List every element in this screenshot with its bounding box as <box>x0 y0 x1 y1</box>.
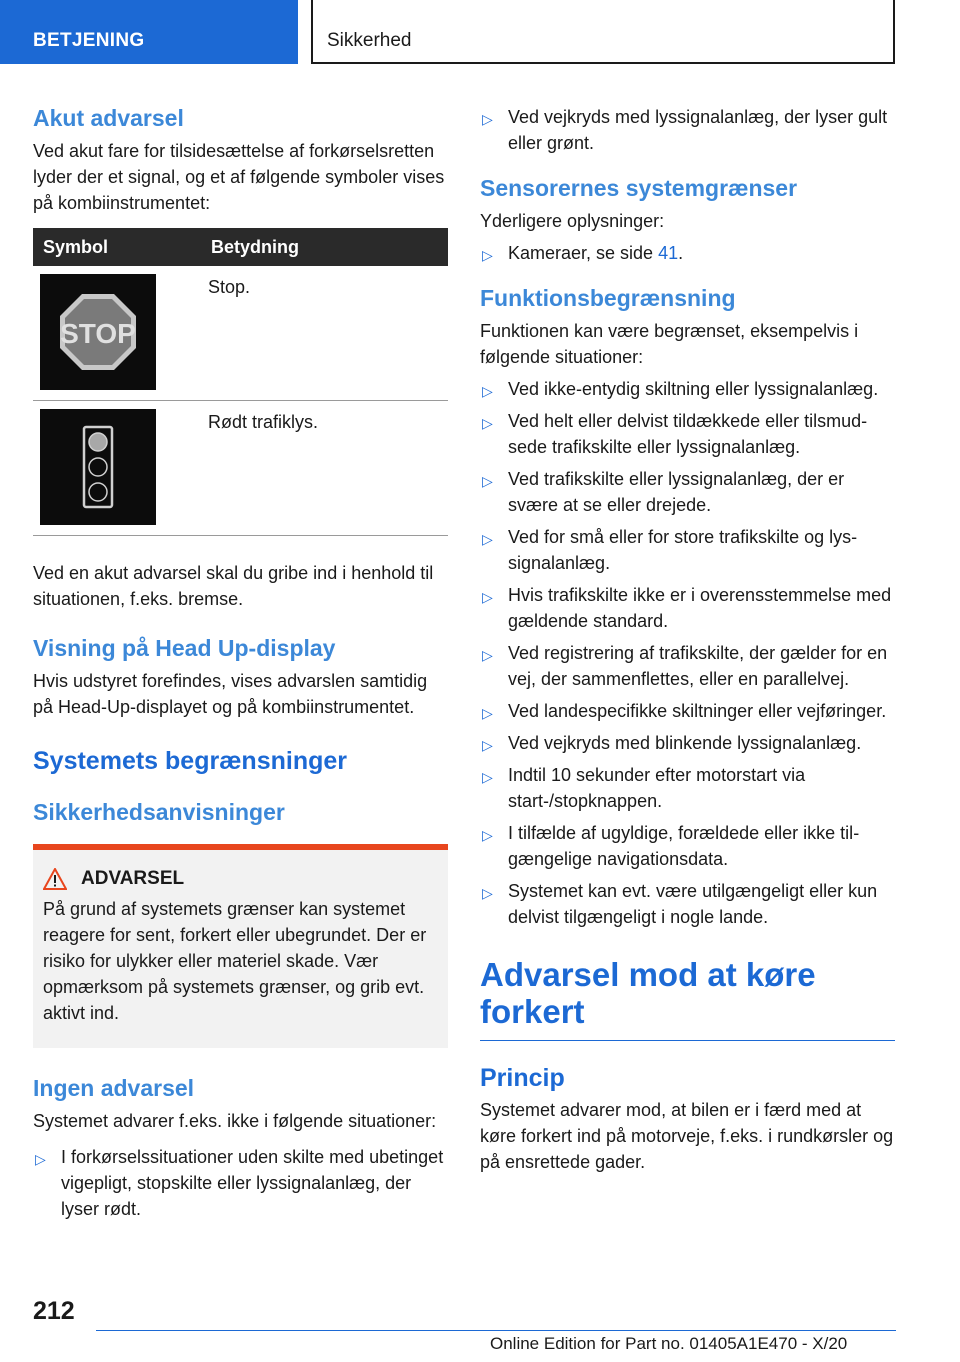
meaning-cell: Stop. <box>201 266 448 401</box>
section-rule <box>480 1040 895 1041</box>
triangle-bullet-icon: ▷ <box>482 827 493 843</box>
triangle-bullet-icon: ▷ <box>482 705 493 721</box>
list-item: ▷ Ved ikke-entydig skiltning eller lyssignalanlæg. <box>480 376 895 402</box>
triangle-bullet-icon: ▷ <box>482 737 493 753</box>
sensor-heading: Sensorernes systemgrænser <box>480 175 798 201</box>
right-column <box>480 100 895 1175</box>
list-item: ▷ Ved landespecifikke skiltninger eller vejføringer. <box>480 698 895 724</box>
list-item: ▷ Ved registrering af trafikskilte, der gælder for en vej, der sammenflettes, eller en parallelvej. <box>482 643 888 689</box>
list-item: ▷ Systemet kan evt. være utilgængeligt eller kun delvist tilgængeligt i nogle lande. <box>482 881 878 927</box>
triangle-bullet-icon: ▷ <box>482 769 493 785</box>
wrong-way-heading: Advarsel mod at køre forkert <box>480 956 816 1030</box>
stop-sign-icon <box>40 274 156 390</box>
function-limit-heading: Funktionsbegrænsning <box>480 285 736 311</box>
warning-label: ADVARSEL <box>81 868 185 889</box>
no-warning-text: Systemet advarer f.eks. ikke i følgende situationer: <box>33 1111 437 1131</box>
page-number: 212 <box>33 1297 75 1325</box>
continued-list <box>480 104 895 156</box>
footer-rule <box>96 1330 896 1331</box>
header-chapter-tab: Sikkerhed <box>311 0 895 64</box>
list-item: ▷ I forkørselssituationer uden skilte med ubetinget vigepligt, stopskilte eller lyssignalanlæg, der lyser rødt. <box>35 1147 444 1219</box>
list-item: ▷ Kameraer, se side 41. <box>480 240 895 266</box>
header-section-tab: BETJENING <box>0 0 298 64</box>
list-item: ▷ I tilfælde af ugyldige, forældede eller ikke tilgængelige navigationsdata. <box>482 823 860 869</box>
list-item: ▷ Hvis trafikskilte ikke er i overensstemmelse med gældende standard. <box>482 585 892 631</box>
akut-advarsel-text: Ved akut fare for tilsidesættelse af forkørselsretten lyder der et signal, og et af følgende symboler vises på kombiinstrumentet: <box>33 141 445 213</box>
function-limit-text: Funktionen kan være begrænset, eksempelvis i følgende situationer: <box>480 321 859 367</box>
triangle-bullet-icon: ▷ <box>482 415 493 431</box>
symbol-table-header <box>33 228 448 266</box>
symbol-cell <box>33 266 201 401</box>
page-link[interactable]: 41 <box>658 243 679 263</box>
list-item: ▷ Ved vejkryds med lyssignalanlæg, der lyser gult eller grønt. <box>482 107 888 153</box>
table-row <box>33 401 448 536</box>
list-item: ▷ Ved vejkryds med blinkende lyssignalanlæg. <box>480 730 895 756</box>
triangle-bullet-icon: ▷ <box>482 111 493 127</box>
list-item: ▷ Indtil 10 sekunder efter motorstart via start-/stopknappen. <box>482 765 806 811</box>
list-item: ▷ Ved trafikskilte eller lyssignalanlæg, der er svære at se eller drejede. <box>482 469 845 515</box>
function-limit-list <box>480 376 895 930</box>
triangle-bullet-icon: ▷ <box>482 473 493 489</box>
sensor-text: Yderligere oplysninger: <box>480 211 665 231</box>
table-row <box>33 266 448 401</box>
triangle-bullet-icon: ▷ <box>482 589 493 605</box>
akut-advarsel-heading: Akut advarsel <box>33 105 184 131</box>
warning-text: På grund af systemets grænser kan systemet reagere for sent, forkert eller ubegrundet. Der er risiko for ulykker eller materiel skade. Vær opmærksom på systemets grænser, og grib evt. aktivt ind. <box>43 899 427 1023</box>
left-column <box>33 100 448 1228</box>
hud-text: Hvis udstyret forefindes, vises advarslen samtidig på Head-Up-displayet og på kombiinstrumentet. <box>33 671 428 717</box>
princip-text: Systemet advarer mod, at bilen er i færd med at køre forkert ind på motorveje, f.eks. i rundkørsler og på ensrettede gader. <box>480 1100 894 1172</box>
list-item: ▷ Ved for små eller for store trafikskilte og lyssignalanlæg. <box>482 527 858 573</box>
after-table-text: Ved en akut advarsel skal du gribe ind i henhold til situationen, f.eks. bremse. <box>33 563 434 609</box>
no-warning-heading: Ingen advarsel <box>33 1075 195 1101</box>
warning-title <box>43 868 436 890</box>
col-meaning-header: Betydning <box>201 228 448 266</box>
symbol-cell <box>33 401 201 536</box>
red-traffic-light-icon <box>40 409 156 525</box>
triangle-bullet-icon: ▷ <box>482 531 493 547</box>
symbol-table <box>33 228 448 536</box>
no-warning-list <box>33 1144 448 1222</box>
safety-heading: Sikkerhedsanvisninger <box>33 799 285 825</box>
triangle-bullet-icon: ▷ <box>482 885 493 901</box>
warning-box <box>33 844 448 1048</box>
sensor-list <box>480 240 895 266</box>
col-symbol-header: Symbol <box>33 228 201 266</box>
triangle-bullet-icon: ▷ <box>482 383 493 399</box>
triangle-bullet-icon: ▷ <box>482 647 493 663</box>
princip-heading: Princip <box>480 1064 565 1092</box>
footer-edition: Online Edition for Part no. 01405A1E470 - X/20 <box>490 1334 848 1353</box>
hud-heading: Visning på Head Up-display <box>33 635 336 661</box>
warning-triangle-icon <box>43 868 67 890</box>
list-item: ▷ Ved helt eller delvist tildækkede eller tilsmudsede trafikskilte eller lyssignalanlæg. <box>482 411 868 457</box>
limits-heading: Systemets begrænsninger <box>33 747 347 775</box>
triangle-bullet-icon: ▷ <box>482 247 493 263</box>
stop-sign-text: STOP <box>60 318 136 349</box>
triangle-bullet-icon: ▷ <box>35 1151 46 1167</box>
meaning-cell: Rødt trafiklys. <box>201 401 448 536</box>
